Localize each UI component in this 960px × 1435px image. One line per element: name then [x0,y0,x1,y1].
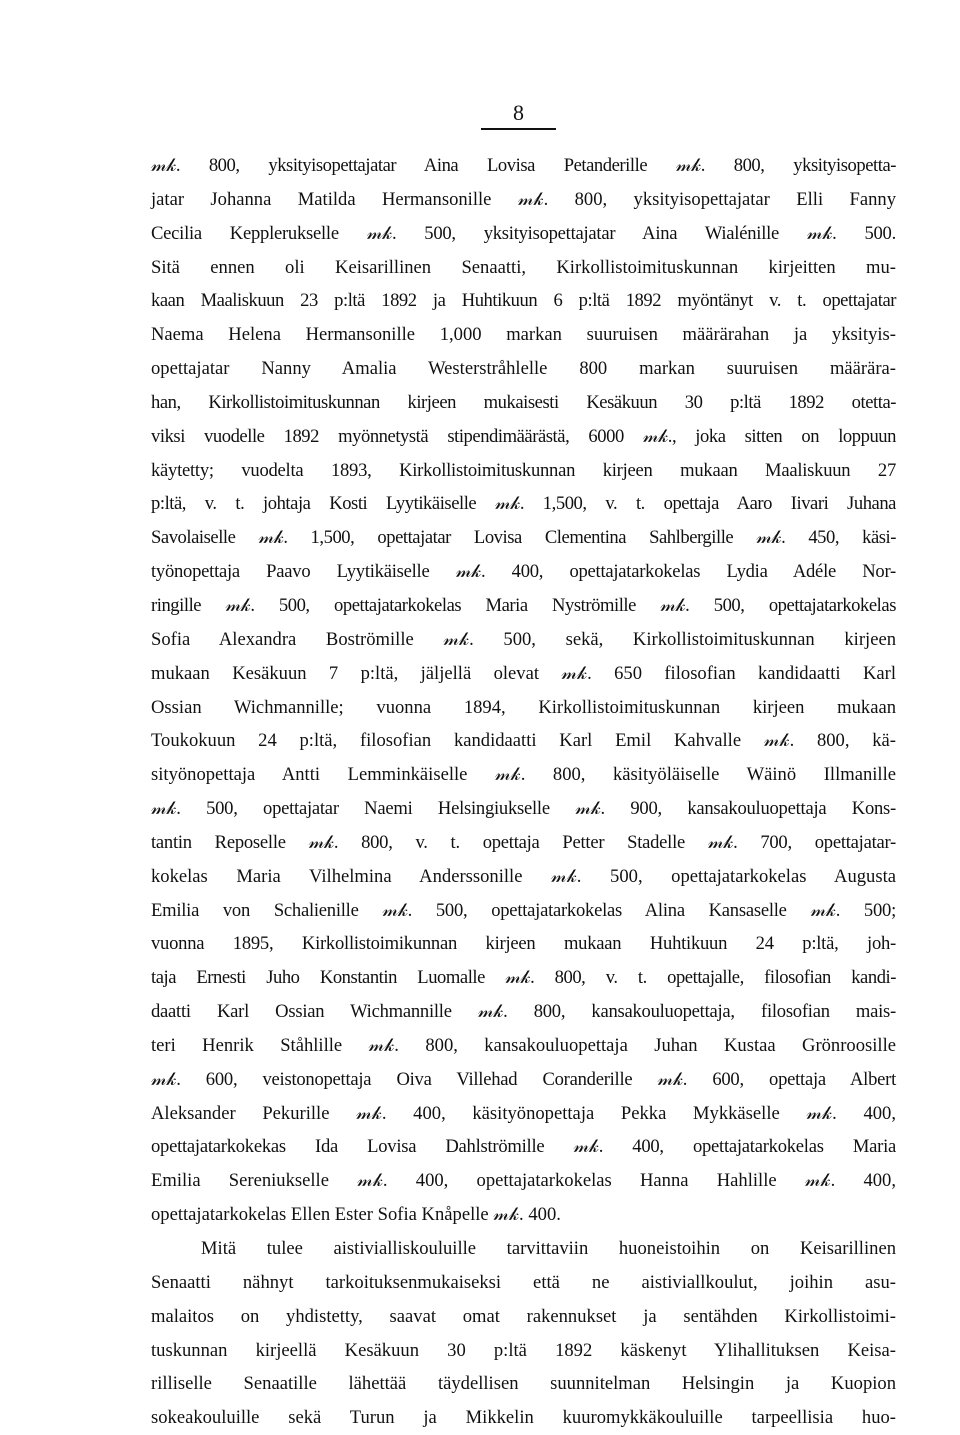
text-line: työnopettaja Paavo Lyytikäiselle 𝓂𝓀. 400, opettajatarkokelas Lydia Adéle Nor- [151,561,896,583]
text-line: 𝓂𝓀. 800, yksityisopettajatar Aina Lovisa Petanderille 𝓂𝓀. 800, yksityisopetta- [151,155,896,176]
text-line: teri Henrik Ståhlille 𝓂𝓀. 800, kansakouluopettaja Juhan Kustaa Grönroosille [151,1034,896,1056]
text-line: Aleksander Pekurille 𝓂𝓀. 400, käsityönopettaja Pekka Mykkäselle 𝓂𝓀. 400, [151,1102,896,1124]
text-line: tantin Reposelle 𝓂𝓀. 800, v. t. opettaja Petter Stadelle 𝓂𝓀. 700, opettajatar- [151,831,896,853]
text-line: tuskunnan kirjeellä Kesäkuun 30 p:ltä 1892 käskenyt Ylihallituksen Keisa- [151,1339,896,1361]
text-line: vuonna 1895, Kirkollistoimikunnan kirjeen mukaan Huhtikuun 24 p:ltä, joh- [151,933,896,955]
text-line: Toukokuun 24 p:ltä, filosofian kandidaatti Karl Emil Kahvalle 𝓂𝓀. 800, kä- [151,730,896,752]
text-line: käytetty; vuodelta 1893, Kirkollistoimituskunnan kirjeen mukaan Maaliskuun 27 [151,459,896,481]
text-line: daatti Karl Ossian Wichmannille 𝓂𝓀. 800, kansakouluopettaja, filosofian mais- [151,1001,896,1023]
text-line: Savolaiselle 𝓂𝓀. 1,500, opettajatar Lovisa Clementina Sahlbergille 𝓂𝓀. 450, käsi- [151,527,896,549]
text-line: Mitä tulee aistivialliskouluille tarvittaviin huoneistoihin on Keisarillinen [201,1238,896,1259]
text-line: 𝓂𝓀. 500, opettajatar Naemi Helsingiukselle 𝓂𝓀. 900, kansakouluopettaja Kons- [151,798,896,820]
text-line: Ossian Wichmannille; vuonna 1894, Kirkollistoimituskunnan kirjeen mukaan [151,696,896,718]
text-line: taja Ernesti Juho Konstantin Luomalle 𝓂𝓀. 800, v. t. opettajalle, filosofian kandi- [151,967,896,989]
text-line: han, Kirkollistoimituskunnan kirjeen mukaisesti Kesäkuun 30 p:ltä 1892 otetta- [151,391,896,413]
text-line: p:ltä, v. t. johtaja Kosti Lyytikäiselle 𝓂𝓀. 1,500, v. t. opettaja Aaro Iivari Juhana [151,493,896,515]
text-line: Naema Helena Hermansonille 1,000 markan suuruisen määrärahan ja yksityis- [151,324,896,346]
text-line: sityönopettaja Antti Lemminkäiselle 𝓂𝓀. 800, käsityöläiselle Wäinö Illmanille [151,764,896,786]
text-line: Cecilia Kepplerukselle 𝓂𝓀. 500, yksityisopettajatar Aina Wialénille 𝓂𝓀. 500. [151,222,896,244]
text-line: opettajatarkokelas Ellen Ester Sofia Knåpelle 𝓂𝓀. 400. [151,1204,561,1226]
text-line: malaitos on yhdistetty, saavat omat rakennukset ja sentähden Kirkollistoimi- [151,1305,896,1327]
text-line: mukaan Kesäkuun 7 p:ltä, jäljellä olevat 𝓂𝓀. 650 filosofian kandidaatti Karl [151,662,896,684]
text-line: Senaatti nähnyt tarkoituksenmukaiseksi että ne aistiviallkoulut, joihin asu- [151,1271,896,1293]
text-line: Emilia von Schalienille 𝓂𝓀. 500, opettajatarkokelas Alina Kansaselle 𝓂𝓀. 500; [151,899,896,921]
text-line: viksi vuodelle 1892 myönnetystä stipendimäärästä, 6000 𝓂𝓀., joka sitten on loppuun [151,425,896,447]
text-line: Emilia Sereniukselle 𝓂𝓀. 400, opettajatarkokelas Hanna Hahlille 𝓂𝓀. 400, [151,1170,896,1192]
text-line: Sofia Alexandra Boströmille 𝓂𝓀. 500, sekä, Kirkollistoimituskunnan kirjeen [151,628,896,650]
text-line: jatar Johanna Matilda Hermansonille 𝓂𝓀. 800, yksityisopettajatar Elli Fanny [151,188,896,210]
text-line: kokelas Maria Vilhelmina Anderssonille 𝓂𝓀. 500, opettajatarkokelas Augusta [151,865,896,887]
body-text [151,149,896,1435]
text-line: opettajatar Nanny Amalia Westerstråhlelle 800 markan suuruisen määrära- [151,358,896,380]
text-line: 𝓂𝓀. 600, veistonopettaja Oiva Villehad Coranderille 𝓂𝓀. 600, opettaja Albert [151,1068,896,1090]
text-line: opettajatarkokekas Ida Lovisa Dahlströmille 𝓂𝓀. 400, opettajatarkokelas Maria [151,1136,896,1158]
text-line: sokeakouluille sekä Turun ja Mikkelin kuuromykkäkouluille tarpeellisia huo- [151,1407,896,1429]
page-number: 8 [513,100,524,125]
text-line: kaan Maaliskuun 23 p:ltä 1892 ja Huhtikuun 6 p:ltä 1892 myöntänyt v. t. opettajatar [151,290,896,312]
text-line: ringille 𝓂𝓀. 500, opettajatarkokelas Maria Nyströmille 𝓂𝓀. 500, opettajatarkokelas [151,594,896,616]
page-number-rule [481,128,556,130]
text-line: rilliselle Senaatille lähettää täydellisen suunnitelman Helsingin ja Kuopion [151,1373,896,1395]
text-line: Sitä ennen oli Keisarillinen Senaatti, Kirkollistoimituskunnan kirjeitten mu- [151,256,896,278]
